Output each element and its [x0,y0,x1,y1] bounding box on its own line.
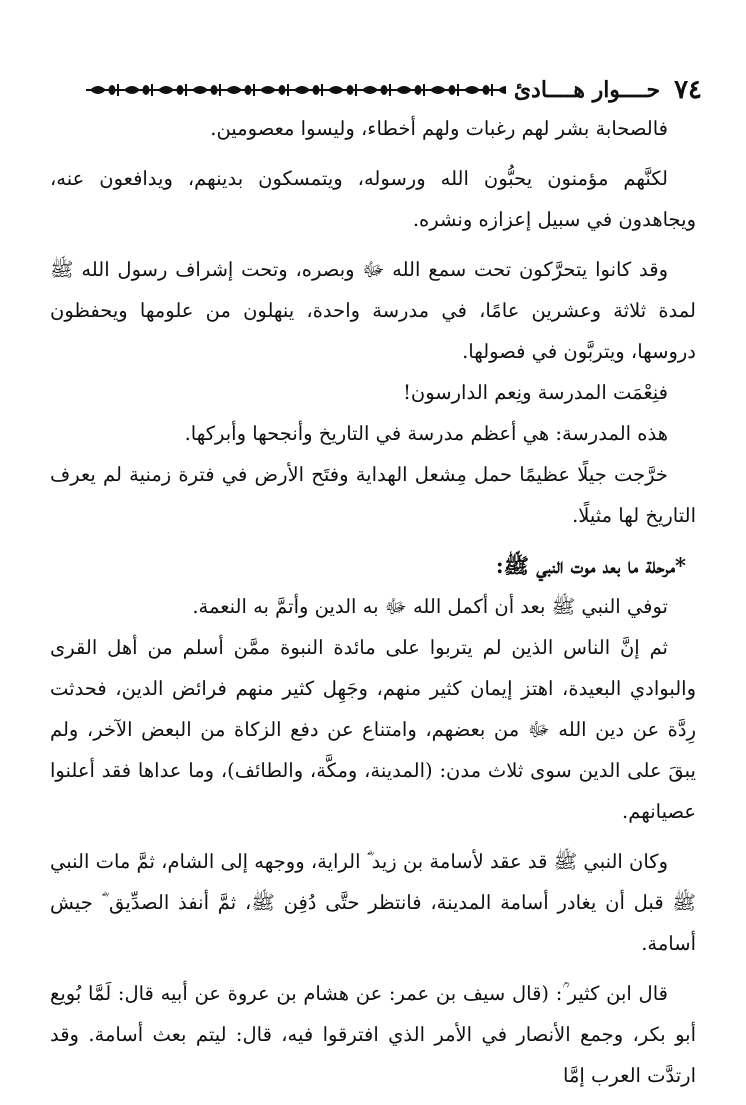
paragraph: فالصحابة بشر لهم رغبات ولهم أخطاء، وليسوا معصومين. [210,117,668,140]
paragraph: وكان النبي ﷺ قد عقد لأسامة بن زيد ؓ الراية، ووجهه إلى الشام، ثمَّ مات النبي ﷺ قبل أن يغادر أسامة المدينة، فانتظر حتَّى دُفِن ﷺ، ثمَّ أنفذ الصدِّيق ؓ جيش أسامة. [50,850,696,955]
ornament-border [42,80,506,100]
paragraph: لكنَّهم مؤمنون يحبُّون الله ورسوله، ويتمسكون بدينهم، ويدافعون عنه، ويجاهدون في سبيل إعزازه ونشره. [50,167,696,231]
section-heading: *مرحلة ما بعد موت النبي ﷺ: [495,553,686,578]
page-header [42,72,702,108]
page-body [50,108,696,1096]
paragraph: خرَّجت جيلًا عظيمًا حمل مِشعل الهداية وفتَح الأرض في فترة زمنية لم يعرف التاريخ لها مثيلًا. [50,463,696,527]
paragraph: فنِعْمَت المدرسة ونِعم الدارسون! [403,381,668,404]
paragraph: هذه المدرسة: هي أعظم مدرسة في التاريخ وأنجحها وأبركها. [184,422,668,445]
paragraph: قال ابن كثير ؒ: (قال سيف بن عمر: عن هشام بن عروة عن أبيه قال: لَمَّا بُويع أبو بكر، وجمع الأنصار في الأمر الذي افترقوا فيه، قال: ليتم بعث أسامة. وقد ارتدَّت العرب إمَّا [50,982,696,1087]
paragraph: وقد كانوا يتحرَّكون تحت سمع الله ﷻ وبصره، وتحت إشراف رسول الله ﷺ لمدة ثلاثة وعشرين عامًا، في مدرسة واحدة، ينهلون من علومها ويحفظون دروسها، ويتربَّون في فصولها. [50,258,696,363]
paragraph: توفي النبي ﷺ بعد أن أكمل الله ﷻ به الدين وأتمَّ به النعمة. [192,595,668,618]
page-number: ٧٤ [674,75,702,105]
paragraph: ثم إنَّ الناس الذين لم يتربوا على مائدة النبوة ممَّن أسلم من أهل القرى والبوادي البعيدة، اهتز إيمان كثير منهم، وجَهِل كثير منهم فرائض الدين، فحدثت رِدَّة عن دين الله ﷻ من بعضهم، وامتناع عن دفع الزكاة من البعض الآخر، ولم يبقَ على الدين سوى ثلاث مدن: (المدينة، ومكَّة، والطائف)، وما عداها فقد أعلنوا عصيانهم. [50,636,696,823]
running-title: حــــوار هــــادئ [513,77,661,103]
